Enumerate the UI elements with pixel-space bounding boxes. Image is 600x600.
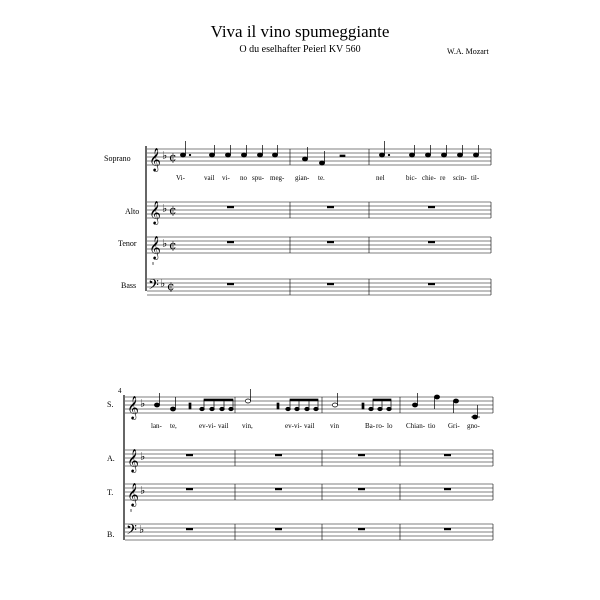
beam bbox=[373, 399, 391, 401]
lyric-syllable: lo bbox=[387, 422, 393, 430]
lyric-syllable: te, bbox=[170, 422, 177, 430]
whole-rest bbox=[227, 283, 234, 285]
lyric-syllable: chie- bbox=[422, 174, 436, 182]
tenor-rests-2 bbox=[186, 488, 451, 490]
flat-icon: ♭ bbox=[162, 203, 168, 215]
treble-clef-icon: 𝄞 bbox=[127, 397, 139, 419]
lyric-syllable: Gri- bbox=[448, 422, 460, 430]
whole-rest bbox=[327, 206, 334, 208]
lyric-syllable: re bbox=[440, 174, 446, 182]
staff-alto-2 bbox=[125, 450, 493, 466]
note-head bbox=[302, 157, 307, 161]
lyrics-system2 bbox=[151, 422, 481, 430]
flat-icon: ♭ bbox=[139, 524, 145, 536]
stave-label-bass: Bass bbox=[121, 281, 137, 290]
whole-rest bbox=[428, 283, 435, 285]
quarter-rest bbox=[189, 403, 191, 409]
whole-rest bbox=[186, 488, 193, 490]
flat-icon: ♭ bbox=[140, 451, 146, 463]
bass-rests bbox=[227, 283, 435, 285]
lyric-syllable: vin bbox=[330, 422, 339, 430]
system-1 bbox=[104, 141, 491, 296]
note-head bbox=[378, 407, 383, 411]
note-head bbox=[425, 153, 430, 157]
quarter-rest bbox=[362, 403, 364, 409]
lyric-syllable: gno- bbox=[467, 422, 480, 430]
treble-clef-8vb-icon: 𝄞 bbox=[149, 237, 161, 259]
composer-name: W.A. Mozart bbox=[447, 47, 489, 56]
whole-rest bbox=[358, 528, 365, 530]
note-head bbox=[272, 153, 277, 157]
alto-rests bbox=[227, 206, 435, 208]
flat-icon: ♭ bbox=[160, 278, 166, 290]
flat-icon: ♭ bbox=[140, 485, 146, 497]
octave-8-icon: 8 bbox=[152, 261, 154, 266]
note-head bbox=[209, 153, 214, 157]
octave-8-icon: 8 bbox=[130, 508, 132, 513]
lyric-syllable: scin- bbox=[453, 174, 467, 182]
note-head bbox=[434, 395, 439, 399]
note-head bbox=[180, 153, 185, 157]
treble-clef-icon: 𝄞 bbox=[149, 149, 161, 171]
note-head bbox=[457, 153, 462, 157]
staff-bass bbox=[147, 279, 491, 295]
lyric-syllable: vail bbox=[204, 174, 215, 182]
note-head bbox=[210, 407, 215, 411]
note-head bbox=[295, 407, 300, 411]
whole-rest bbox=[428, 241, 435, 243]
lyric-syllable: gian- bbox=[295, 174, 310, 182]
note-head bbox=[286, 407, 291, 411]
system-2 bbox=[107, 387, 493, 541]
lyrics-system1 bbox=[176, 174, 480, 182]
lyric-syllable: ev- bbox=[285, 422, 294, 430]
whole-rest bbox=[444, 454, 451, 456]
staff-alto bbox=[147, 202, 491, 218]
whole-rest bbox=[227, 206, 234, 208]
whole-rest bbox=[275, 454, 282, 456]
half-note-head bbox=[332, 403, 337, 407]
whole-rest bbox=[327, 283, 334, 285]
bass-rests-2 bbox=[186, 528, 451, 530]
score-title: Viva il vino spumeggiante bbox=[210, 22, 390, 41]
lyric-syllable: vin, bbox=[242, 422, 253, 430]
staff-soprano bbox=[147, 149, 491, 165]
cut-time-icon: ¢ bbox=[169, 203, 177, 217]
whole-rest bbox=[186, 528, 193, 530]
whole-rest bbox=[327, 241, 334, 243]
whole-rest bbox=[444, 528, 451, 530]
lyric-syllable: ro- bbox=[376, 422, 385, 430]
stave-label-a: A. bbox=[107, 454, 115, 463]
lyric-syllable: lan- bbox=[151, 422, 162, 430]
staff-tenor-2 bbox=[125, 484, 493, 500]
note-head bbox=[441, 153, 446, 157]
flat-icon: ♭ bbox=[162, 150, 168, 162]
note-head bbox=[473, 153, 478, 157]
stave-label-t: T. bbox=[107, 488, 114, 497]
note-head bbox=[229, 407, 234, 411]
staff-bass-2 bbox=[125, 524, 493, 540]
treble-clef-icon: 𝄞 bbox=[127, 450, 139, 472]
lyric-syllable: ev- bbox=[199, 422, 208, 430]
lyric-syllable: vi- bbox=[222, 174, 230, 182]
lyric-syllable: bic- bbox=[406, 174, 417, 182]
lyric-syllable: nel bbox=[376, 174, 385, 182]
lyric-syllable: til- bbox=[471, 174, 480, 182]
staff-tenor bbox=[147, 237, 491, 253]
whole-rest bbox=[227, 241, 234, 243]
lyric-syllable: spu- bbox=[252, 174, 265, 182]
whole-rest bbox=[275, 488, 282, 490]
lyric-syllable: te. bbox=[318, 174, 325, 182]
whole-rest bbox=[186, 454, 193, 456]
stave-label-soprano: Soprano bbox=[104, 154, 131, 163]
note-head bbox=[225, 153, 230, 157]
lyric-syllable: vi- bbox=[208, 422, 216, 430]
lyric-syllable: no bbox=[240, 174, 247, 182]
bass-clef-icon: 𝄢 bbox=[148, 277, 159, 296]
stave-label-alto: Alto bbox=[125, 207, 140, 216]
lyric-syllable: meg- bbox=[270, 174, 285, 182]
half-rest bbox=[340, 155, 345, 157]
note-head bbox=[305, 407, 310, 411]
note-head bbox=[220, 407, 225, 411]
score-subtitle: O du eselhafter Peierl KV 560 bbox=[239, 44, 361, 55]
lyric-syllable: Vi- bbox=[176, 174, 185, 182]
note-head bbox=[241, 153, 246, 157]
half-note-head bbox=[245, 399, 250, 403]
note-head bbox=[409, 153, 414, 157]
tenor-rests bbox=[227, 241, 435, 243]
note-head bbox=[387, 407, 392, 411]
lyric-syllable: vail bbox=[218, 422, 229, 430]
lyric-syllable: vi- bbox=[294, 422, 302, 430]
soprano-notes-system2 bbox=[154, 389, 480, 419]
whole-rest bbox=[275, 528, 282, 530]
note-head bbox=[257, 153, 262, 157]
treble-clef-icon: 𝄞 bbox=[149, 202, 161, 224]
cut-time-icon: ¢ bbox=[169, 238, 177, 252]
beam bbox=[290, 399, 318, 401]
note-head bbox=[453, 399, 458, 403]
treble-clef-8vb-icon: 𝄞 bbox=[127, 484, 139, 506]
note-head bbox=[154, 403, 159, 407]
lyric-syllable: Ba- bbox=[365, 422, 376, 430]
stave-label-s: S. bbox=[107, 400, 114, 409]
flat-icon: ♭ bbox=[162, 238, 168, 250]
beam bbox=[204, 399, 233, 401]
whole-rest bbox=[428, 206, 435, 208]
note-head bbox=[369, 407, 374, 411]
whole-rest bbox=[358, 488, 365, 490]
stave-label-tenor: Tenor bbox=[118, 239, 137, 248]
measure-number: 4 bbox=[118, 387, 122, 395]
lyric-syllable: vail bbox=[304, 422, 315, 430]
whole-rest bbox=[444, 488, 451, 490]
stave-label-b: B. bbox=[107, 530, 115, 539]
cut-time-icon: ¢ bbox=[167, 279, 175, 293]
lyric-syllable: Chian- bbox=[406, 422, 426, 430]
note-head bbox=[319, 161, 324, 165]
note-head bbox=[314, 407, 319, 411]
cut-time-icon: ¢ bbox=[169, 150, 177, 164]
lyric-syllable: tio bbox=[428, 422, 436, 430]
whole-rest bbox=[358, 454, 365, 456]
bass-clef-icon: 𝄢 bbox=[126, 522, 137, 541]
note-head bbox=[379, 153, 384, 157]
alto-rests-2 bbox=[186, 454, 451, 456]
flat-icon: ♭ bbox=[140, 398, 146, 410]
note-head bbox=[200, 407, 205, 411]
note-head bbox=[170, 407, 175, 411]
note-head bbox=[412, 403, 417, 407]
quarter-rest bbox=[277, 403, 279, 409]
